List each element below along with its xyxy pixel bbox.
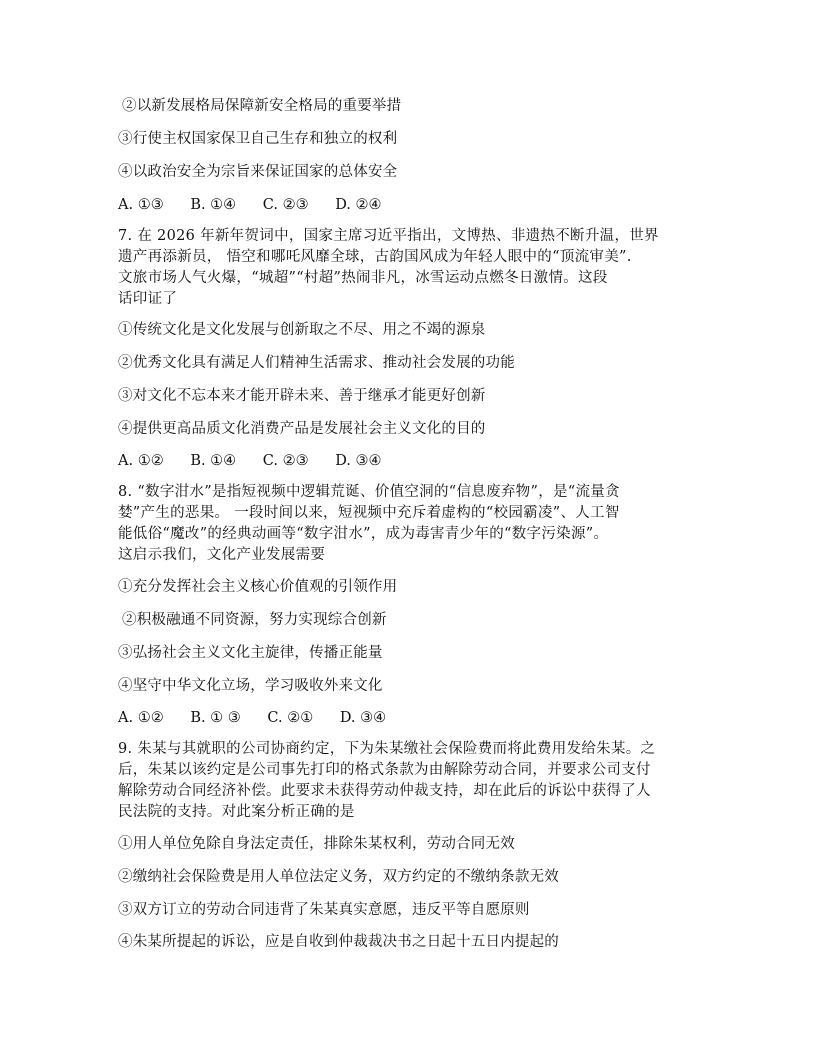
q7-option-3: ③对文化不忘本来才能开辟未来、善于继承才能更好创新 [118,388,486,404]
q8-option-2: ②积极融通不同资源，努力实现综合创新 [122,612,387,628]
q7-choice-a: A. ①② [118,453,164,469]
q8-choice-b: B. ① ③ [190,710,241,726]
q7-option-1: ①传统文化是文化发展与创新取之不尽、用之不竭的源泉 [118,322,486,338]
q8-option-1: ①充分发挥社会主义核心价值观的引领作用 [118,579,398,595]
q6-option-4: ④以政治安全为宗旨来保证国家的总体安全 [118,164,398,180]
q6-choice-c: C. ②③ [262,197,309,213]
q8-choices [118,708,408,728]
q6-choice-a: A. ①③ [118,197,164,213]
q6-choice-d: D. ②④ [335,197,382,213]
q7-option-4: ④提供更高品质文化消费产品是发展社会主义文化的目的 [118,421,486,437]
q8-option-4: ④坚守中华文化立场，学习吸收外来文化 [118,678,383,694]
q7-stem [118,226,690,310]
q7-choice-c: C. ②③ [262,453,309,469]
q8-choice-d: D. ③④ [339,710,387,726]
q7-choice-d: D. ③④ [335,453,382,469]
q7-choices [118,451,404,471]
q9-stem [118,739,690,823]
q6-option-2: ②以新发展格局保障新安全格局的重要举措 [122,98,402,114]
q7-stem-line: 文旅市场人气火爆，“城超”“村超”热闹非凡，冰雪运动点燃冬日激情。这段 [118,270,608,286]
q7-stem-line: 话印证了 [118,291,178,307]
q9-stem-line: 民法院的支持。对此案分析正确的是 [118,804,355,820]
q8-option-3: ③弘扬社会主义文化主旋律，传播正能量 [118,645,383,661]
q8-stem-line: 能低俗“魔改”的经典动画等“数字泔水”，成为毒害青少年的“数字污染源”。 [118,526,609,542]
q9-option-1: ①用人单位免除自身法定责任，排除朱某权利，劳动合同无效 [118,836,515,852]
q8-stem-line: 婪”产生的恶果。 一段时间以来，短视频中充斥着虚构的“校园霸凌”、人工智 [118,505,620,521]
q8-stem [118,482,690,566]
q7-stem-line: 7. 在 2026 年新年贺词中，国家主席习近平指出，文博热、非遗热不断升温，世界 [118,228,659,244]
q9-stem-line: 后，朱某以该约定是公司事先打印的格式条款为由解除劳动合同，并要求公司支付 [118,762,651,778]
q6-choices [118,195,404,215]
q9-option-3: ③双方订立的劳动合同违背了朱某真实意愿，违反平等自愿原则 [118,902,530,918]
q9-stem-line: 解除劳动合同经济补偿。此要求未获得劳动仲裁支持，却在此后的诉讼中获得了人 [118,783,651,799]
q9-stem-line: 9. 朱某与其就职的公司协商约定，下为朱某缴社会保险费而将此费用发给朱某。之 [118,741,656,757]
q8-choice-c: C. ②① [267,710,314,726]
q9-option-4: ④朱某所提起的诉讼，应是自收到仲裁裁决书之日起十五日内提起的 [118,934,559,950]
q8-stem-line: 8. “数字泔水”是指短视频中逻辑荒诞、价值空洞的“信息废弃物”，是“流量贪 [118,484,620,500]
q8-choice-a: A. ①② [118,710,164,726]
q6-option-3: ③行使主权国家保卫自己生存和独立的权利 [118,131,398,147]
q6-choice-b: B. ①④ [190,197,237,213]
q7-stem-line: 遗产再添新员， 悟空和哪吒风靡全球，古韵国风成为年轻人眼中的“顶流审美”. [118,249,632,265]
q8-stem-line: 这启示我们，文化产业发展需要 [118,547,326,563]
q7-option-2: ②优秀文化具有满足人们精神生活需求、推动社会发展的功能 [118,355,515,371]
q9-option-2: ②缴纳社会保险费是用人单位法定义务，双方约定的不缴纳条款无效 [118,869,559,885]
q7-choice-b: B. ①④ [190,453,237,469]
